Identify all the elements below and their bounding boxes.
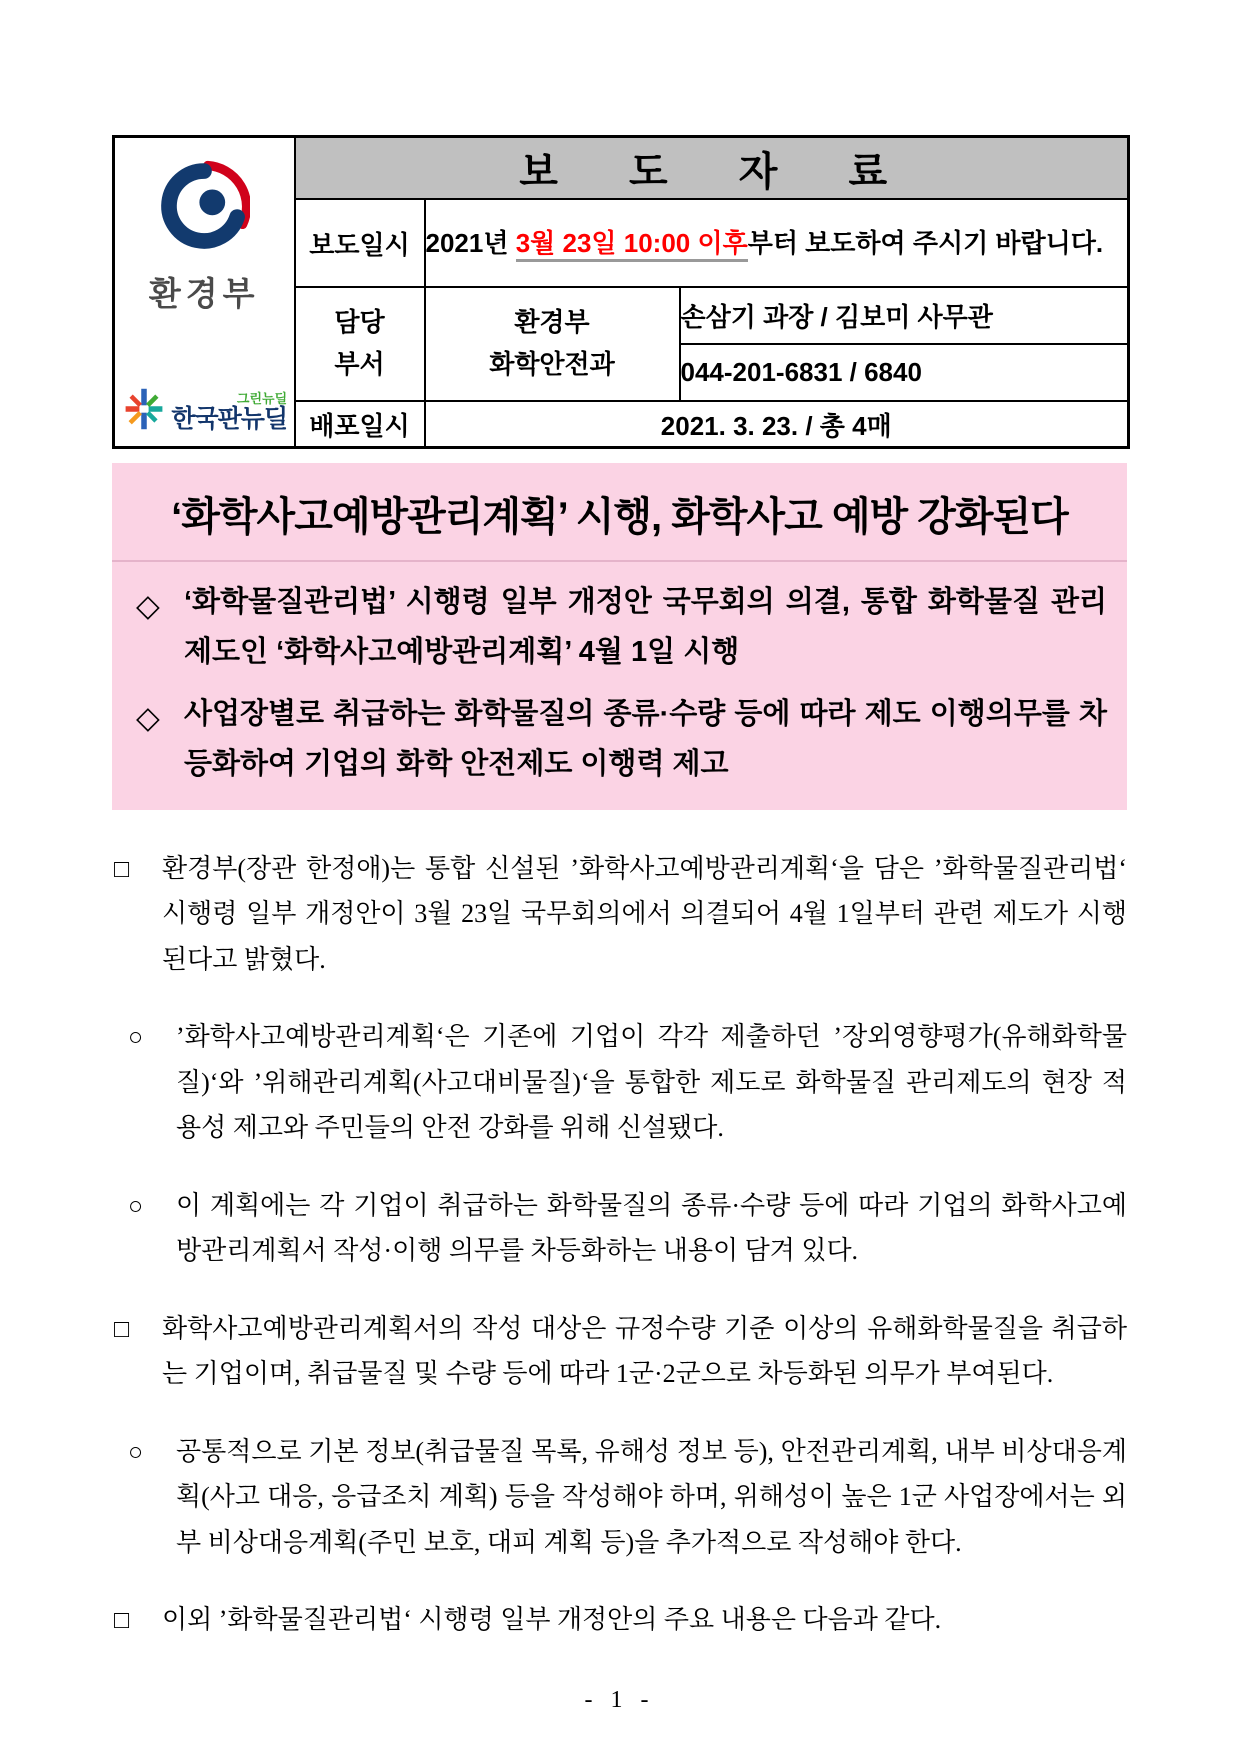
distribution-label: 배포일시	[295, 401, 425, 448]
body-paragraph	[126, 1429, 1127, 1566]
green-newdeal-label: 그린뉴딜	[236, 391, 288, 406]
headline-title: ‘화학사고예방관리계획’ 시행, 화학사고 예방 강화된다	[171, 495, 1068, 539]
dept-name	[425, 287, 680, 401]
square-marker-icon: □	[114, 855, 130, 883]
contact-phone: 044-201-6831 / 6840	[680, 344, 1129, 401]
ministry-emblem-icon	[158, 160, 250, 252]
dept-name-line2: 화학안전과	[489, 349, 615, 379]
paragraph-text: 이 계획에는 각 기업이 취급하는 화학물질의 종류·수량 등에 따라 기업의 화학사고예방관리계획서 작성·이행 의무를 차등화하는 내용이 담겨 있다.	[176, 1190, 1127, 1265]
logo-cell	[114, 137, 295, 448]
paragraph-text: 공통적으로 기본 정보(취급물질 목록, 유해성 정보 등), 안전관리계획, 내부 비상대응계획(사고 대응, 응급조치 계획) 등을 작성해야 하며, 위해성이 높은 1군 사업장에서는 외부 비상대응계획(주민 보호, 대피 계획 등)을 추가적으로 작성해야 한다.	[176, 1436, 1127, 1557]
headline-bullet-text: 사업장별로 취급하는 화학물질의 종류·수량 등에 따라 제도 이행의무를 차등화하여 기업의 화학 안전제도 이행력 제고	[184, 697, 1107, 780]
press-header-table	[112, 135, 1130, 449]
release-date-text	[425, 199, 1129, 287]
headline-bullet	[136, 578, 1107, 678]
newdeal-wordmark	[171, 392, 287, 432]
body-paragraph	[112, 1597, 1127, 1643]
paragraph-text: ’화학사고예방관리계획‘은 기존에 기업이 각각 제출하던 ’장외영향평가(유해화학물질)‘와 ’위해관리계획(사고대비물질)‘을 통합한 제도로 화학물질 관리제도의 현장 적용성 제고와 주민들의 안전 강화를 위해 신설됐다.	[176, 1022, 1127, 1142]
body-paragraph	[126, 1014, 1127, 1151]
circle-marker-icon: ○	[128, 1024, 144, 1051]
dept-label-line2: 부서	[334, 349, 385, 379]
newdeal-star-icon	[121, 386, 167, 432]
headline-banner	[112, 463, 1127, 810]
korean-newdeal-label: 한국판뉴딜	[171, 405, 288, 433]
dept-name-line1: 환경부	[514, 307, 590, 338]
ministry-name: 환경부	[148, 275, 260, 312]
distribution-value: 2021. 3. 23. / 총 4매	[425, 401, 1129, 448]
dept-label-line1: 담당	[334, 307, 385, 338]
dept-label	[295, 287, 425, 401]
page-number: - 1 -	[584, 1687, 655, 1713]
circle-marker-icon: ○	[128, 1438, 144, 1466]
square-marker-icon: □	[114, 1607, 130, 1634]
press-release-title: 보 도 자 료	[295, 137, 1129, 200]
body-paragraph	[126, 1183, 1127, 1274]
paragraph-text: 환경부(장관 한정애)는 통합 신설된 ’화학사고예방관리계획‘을 담은 ’화학물질관리법‘ 시행령 일부 개정안이 3월 23일 국무회의에서 의결되어 4월 1일부터 관련 제도가 시행된다고 밝혔다.	[162, 853, 1127, 974]
headline-bullet	[136, 690, 1107, 790]
body-paragraph	[112, 1306, 1127, 1397]
logo-stack	[115, 144, 294, 440]
headline-bullet-text: ‘화학물질관리법’ 시행령 일부 개정안 국무회의 의결, 통합 화학물질 관리제도인 ‘화학사고예방관리계획’ 4월 1일 시행	[184, 586, 1107, 668]
paragraph-text: 화학사고예방관리계획서의 작성 대상은 규정수량 기준 이상의 유해화학물질을 취급하는 기업이며, 취급물질 및 수량 등에 따라 1군·2군으로 차등화된 의무가 부여된다.	[162, 1313, 1127, 1388]
diamond-bullet-icon: ◇	[136, 699, 160, 735]
square-marker-icon: □	[114, 1315, 130, 1343]
circle-marker-icon: ○	[128, 1192, 144, 1220]
paragraph-text: 이외 ’화학물질관리법‘ 시행령 일부 개정안의 주요 내용은 다음과 같다.	[162, 1605, 942, 1634]
body-paragraph	[112, 846, 1127, 983]
release-date-label: 보도일시	[295, 199, 425, 287]
release-date-suffix: 부터 보도하여 주시기 바랍니다.	[747, 227, 1104, 258]
body-text	[112, 846, 1127, 1643]
release-date-highlight: 3월 23일 10:00 이후	[516, 228, 748, 262]
release-date-prefix: 2021년	[425, 227, 516, 258]
diamond-bullet-icon: ◇	[136, 588, 160, 623]
contact-person: 손삼기 과장 / 김보미 사무관	[680, 287, 1129, 344]
emblem-center-dot	[200, 189, 226, 215]
korean-new-deal-logo	[121, 386, 287, 432]
headline-bullet-list	[112, 560, 1127, 810]
